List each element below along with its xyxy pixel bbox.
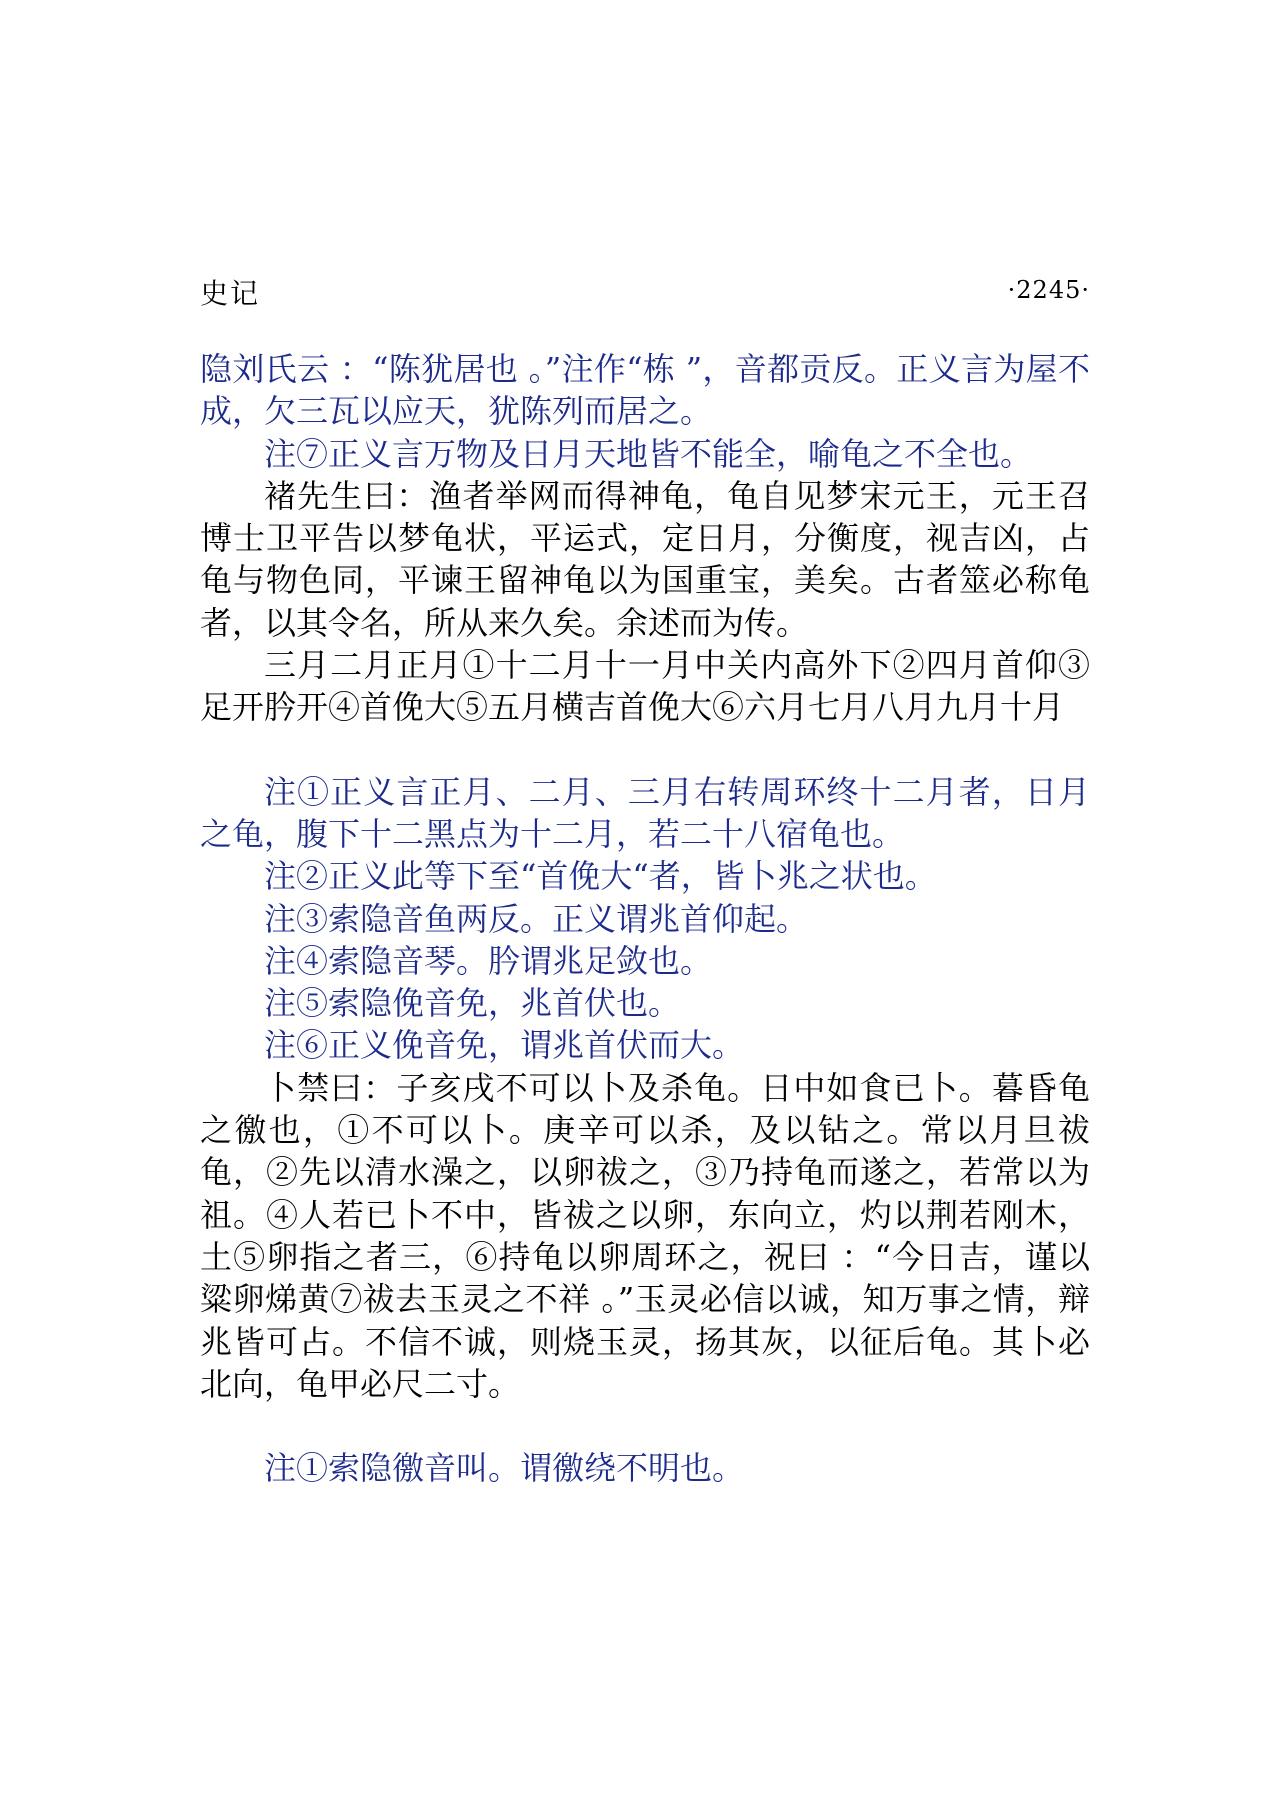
note-paragraph: 注⑦正义言万物及日月天地皆不能全，喻龟之不全也。 xyxy=(264,434,1033,473)
page-number: ·2245· xyxy=(1007,276,1090,304)
note-paragraph: 注①索隐徼音叫。谓徼绕不明也。 xyxy=(264,1449,745,1488)
main-paragraph: 褚先生曰：渔者举网而得神龟，龟自见梦宋元王，元王召博士卫平告以梦龟状，平运式，定日月，分衡度，视吉凶，占龟与物色同，平谏王留神龟以为国重宝，美矣。古者筮必称龟者，以其令名，所从来久矣。余述而为传。 xyxy=(200,476,1090,642)
note-paragraph: 隐刘氏云 ：“陈犹居也 。”注作“栋 ”，音都贡反。正义言为屋不成，欠三瓦以应天，犹陈列而居之。 xyxy=(200,350,1090,431)
note-paragraph: 注②正义此等下至“首俛大“者，皆卜兆之状也。 xyxy=(264,857,937,896)
body-text xyxy=(200,348,1090,1489)
note-paragraph: 注⑥正义俛音免，谓兆首伏而大。 xyxy=(264,1026,745,1065)
note-paragraph: 注①正义言正月、二月、三月右转周环终十二月者，日月之龟，腹下十二黑点为十二月，若二十八宿龟也。 xyxy=(200,772,1090,853)
main-paragraph: 三月二月正月①十二月十一月中关内高外下②四月首仰③足开肣开④首俛大⑤五月横吉首俛大⑥六月七月八月九月十月 xyxy=(200,646,1090,727)
page-header xyxy=(200,272,1090,312)
note-paragraph: 注③索隐音鱼两反。正义谓兆首仰起。 xyxy=(264,899,809,938)
note-paragraph: 注④索隐音琴。肣谓兆足敛也。 xyxy=(264,941,713,980)
paragraph-gap xyxy=(200,729,1090,771)
book-title: 史记 xyxy=(200,277,261,310)
note-paragraph: 注⑤索隐俛音免，兆首伏也。 xyxy=(264,984,681,1023)
paragraph-gap xyxy=(200,1405,1090,1447)
main-paragraph: 卜禁曰：子亥戌不可以卜及杀龟。日中如食已卜。暮昏龟之徼也，①不可以卜。庚辛可以杀，及以钻之。常以月旦祓龟，②先以清水澡之，以卵祓之，③乃持龟而遂之，若常以为祖。④人若已卜不中，皆祓之以卵，东向立，灼以荆若刚木，土⑤卵指之者三，⑥持龟以卵周环之，祝曰 ：“今日吉，谨以粱卵焍黄⑦祓去玉灵之不祥 。”玉灵必信以诚，知万事之情，辩兆皆可占。不信不诚，则烧玉灵，扬其灰，以征后龟。其卜必北向，龟甲必尺二寸。 xyxy=(200,1068,1090,1403)
